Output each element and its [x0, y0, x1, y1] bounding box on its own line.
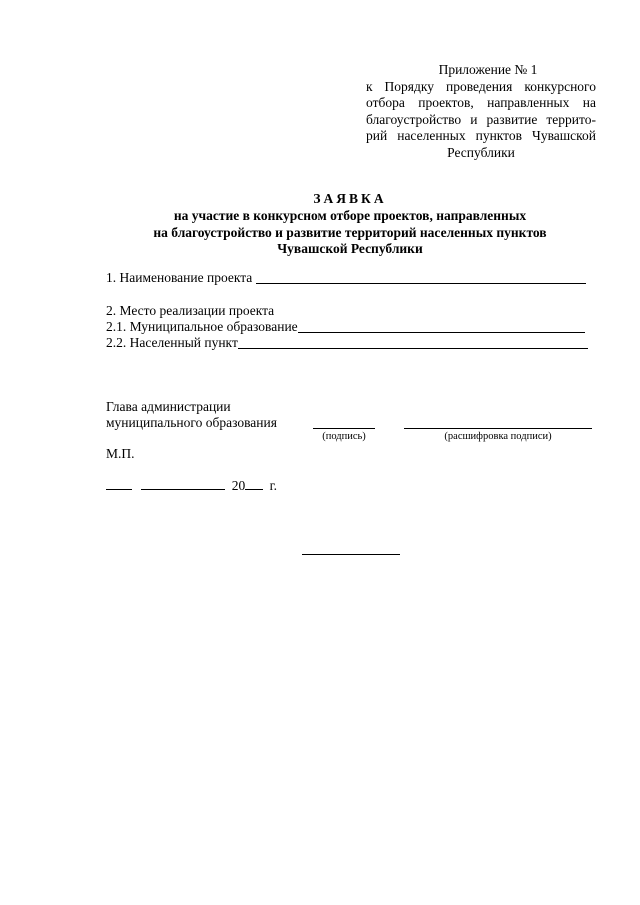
project-name-input-line[interactable]	[256, 271, 586, 284]
decoding-line[interactable]	[404, 428, 592, 429]
head-label-line2: муниципального образования	[106, 415, 277, 430]
appendix-line: к Порядку проведения конкурсного	[366, 78, 596, 94]
appendix-line: благоустройство и развитие террито-	[366, 111, 596, 127]
settlement-label: 2.2. Населенный пункт	[106, 335, 238, 350]
bottom-separator	[302, 554, 400, 555]
seal-label: М.П.	[106, 446, 135, 461]
date-month-blank[interactable]	[141, 478, 225, 490]
subtitle-line: Чувашской Республики	[277, 241, 423, 256]
date-line	[106, 478, 277, 494]
appendix-line: Республики	[447, 144, 515, 160]
head-label-line1: Глава администрации	[106, 399, 231, 414]
date-day-blank[interactable]	[106, 478, 132, 490]
location-label: 2. Место реализации проекта	[106, 303, 275, 318]
municipality-label: 2.1. Муниципальное образование	[106, 319, 298, 334]
subtitle-line: на участие в конкурсном отборе проектов, направленных	[173, 208, 527, 223]
document-subtitle	[100, 208, 600, 258]
document-title: ЗАЯВКА	[313, 191, 387, 206]
project-name-label: 1. Наименование проекта	[106, 270, 253, 285]
municipality-field	[106, 319, 585, 335]
project-name-field	[106, 270, 586, 286]
signature-caption: (подпись)	[322, 431, 366, 442]
date-year-prefix: 20	[231, 478, 246, 493]
subtitle-line: на благоустройство и развитие территорий населенных пунктов	[153, 224, 547, 240]
appendix-title: Приложение № 1	[438, 62, 538, 77]
municipality-input-line[interactable]	[298, 320, 585, 333]
signature-line[interactable]	[313, 428, 375, 429]
appendix-line: рий населенных пунктов Чувашской	[366, 128, 596, 143]
settlement-field	[106, 335, 588, 351]
date-suffix: г.	[269, 478, 278, 493]
appendix-block	[366, 62, 596, 161]
decoding-caption: (расшифровка подписи)	[444, 431, 552, 442]
appendix-line: отбора проектов, направленных на	[366, 95, 596, 110]
date-year-blank[interactable]	[245, 478, 263, 490]
settlement-input-line[interactable]	[238, 336, 588, 349]
